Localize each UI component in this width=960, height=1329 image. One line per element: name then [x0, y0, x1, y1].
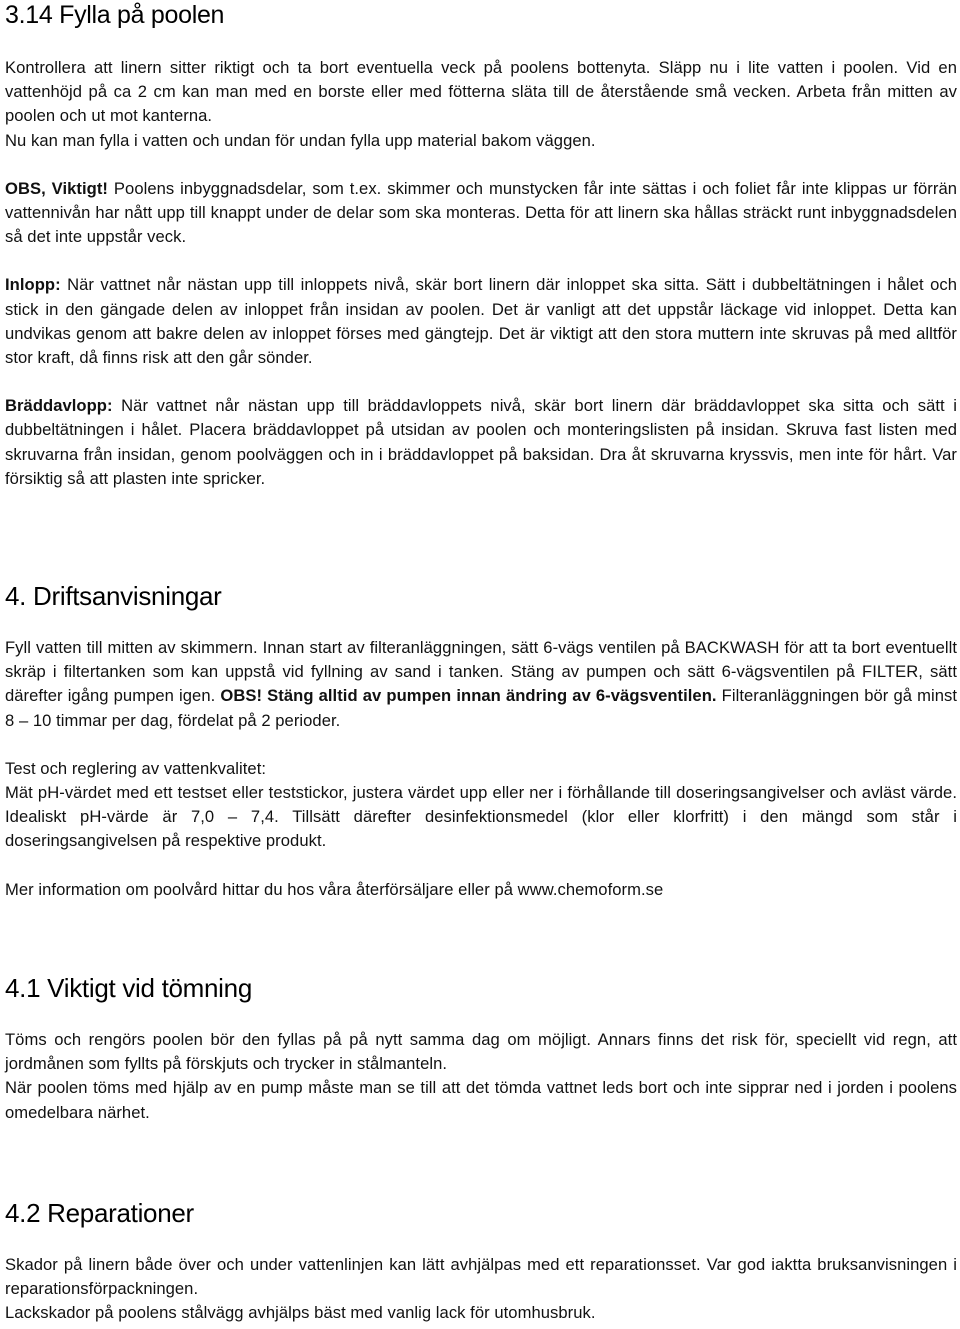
- section-3-14: [5, 0, 957, 491]
- paragraph-repair-liner: Skador på linern både över och under vattenlinjen kan lätt avhjälpas med ett reparationsset. Var god iakttа bruksanvisningen i reparationsförpackningen.: [5, 1255, 957, 1299]
- paragraph-inlet: [5, 273, 957, 370]
- section-4: [5, 580, 957, 902]
- section-4-1: [5, 972, 957, 1125]
- paragraph-operation: [5, 636, 957, 733]
- section-title-4: 4. Driftsanvisningar: [5, 581, 222, 611]
- inlet-text: När vattnet når nästan upp till inloppets nivå, skär bort linern där inloppet ska sitta. Sätt i dubbeltätningen i hålet och stick in den gängade delen av inloppet från insidan av poolen. Det är vanligt att det uppstår läckage vid inloppet. Detta kan undvikas genom att bakre delen av inloppet förses med gängtejp. Det är viktigt att den stora muttern inte skruvas på med alltför stor kraft, då finns risk att den går sönder.: [5, 275, 957, 368]
- section-4-2: [5, 1197, 957, 1326]
- water-quality-heading: Test och reglering av vattenkvalitet:: [5, 758, 267, 778]
- paragraph-pump-draining: När poolen töms med hjälp av en pump måste man se till att det tömda vattnet leds bort och inte sipprar ned i jorden i poolens omedelbara närhet.: [5, 1078, 957, 1122]
- operation-warning: OBS! Stäng alltid av pumpen innan ändring av 6-vägsventilen.: [220, 686, 717, 706]
- paragraph-fill-intro: Kontrollera att linern sitter riktigt och ta bort eventuella veck på poolens bottenyta. Släpp nu i lite vatten i poolen. Vid en vattenhöjd på ca 2 cm kan man med en borste eller med fötterna släta till de återstående små vecken. Arbeta från mitten av poolen och ut mot kanterna.: [5, 58, 957, 126]
- operation-text-a: Fyll vatten till mitten av skimmern. Innan start av filteranläggningen, sätt 6-vägs ventilen på BACKWASH för att ta bort eventuellt skräp i filtertanken som kan uppstå vid fyllning av sand i tanken. Stäng av pumpen och sätt 6-vägsventilen på FILTER, sätt därefter igång pumpen igen.: [5, 638, 957, 706]
- paragraph-overflow: [5, 394, 957, 491]
- overflow-text: När vattnet når nästan upp till bräddavloppets nivå, skär bort linern där bräddavloppet ska sitta och sätt i dubbeltätningen i hålet. Placera bräddavloppet på utsidan av poolen och monteringslisten på insidan. Skruva fast listen med skruvarna från insidan, genom poolväggen och in i bräddavloppet på baksidan. Dra åt skruvarna kryssvis, men inte för hårt. Var försiktig så att plasten inte spricker.: [5, 396, 957, 488]
- important-text: Poolens inbyggnadsdelar, som t.ex. skimmer och munstycken får inte sättas i och foliet får inte klippas ur förrän vattennivån har nått upp till knappt under de delar som ska monteras. Detta för att linern ska hållas sträckt runt inbyggnadsdelen så det inte uppstår veck.: [5, 178, 957, 247]
- paragraph-water-quality: Mät pH-värdet med ett testset eller teststickor, justera värdet upp eller ner i förhållande till doseringsangivelser och avläst värde. Idealiskt pH-värde är 7,0 – 7,4. Tillsätt därefter desinfektionsmedel (klor eller klorfritt) i den mängd som står i doseringsangivelsen på respektive produkt.: [5, 783, 957, 851]
- overflow-label: Bräddavlopp:: [5, 396, 113, 416]
- paragraph-important: [5, 177, 957, 250]
- section-title-4-1: 4.1 Viktigt vid tömning: [5, 973, 252, 1003]
- paragraph-repair-steel: Lackskador på poolens stålvägg avhjälps bäst med vanlig lack för utomhusbruk.: [5, 1303, 596, 1323]
- paragraph-more-info: Mer information om poolvård hittar du hos våra återförsäljare eller på www.chemoform.se: [5, 879, 664, 899]
- inlet-label: Inlopp:: [5, 275, 61, 295]
- important-label: OBS, Viktigt!: [5, 178, 109, 198]
- section-title-3-14: 3.14 Fylla på poolen: [5, 1, 225, 29]
- paragraph-fill-material: Nu kan man fylla i vatten och undan för undan fylla upp material bakom väggen.: [5, 130, 596, 150]
- operation-text-b: Filteranläggningen bör gå minst 8 – 10 timmar per dag, fördelat på 2 perioder.: [5, 686, 958, 730]
- section-title-4-2: 4.2 Reparationer: [5, 1198, 194, 1228]
- paragraph-draining: Töms och rengörs poolen bör den fyllas på på nytt samma dag om möjligt. Annars finns det risk för, speciellt vid regn, att jordmånen som fyllts på förskjuts och trycker in stålmanteln.: [5, 1030, 957, 1074]
